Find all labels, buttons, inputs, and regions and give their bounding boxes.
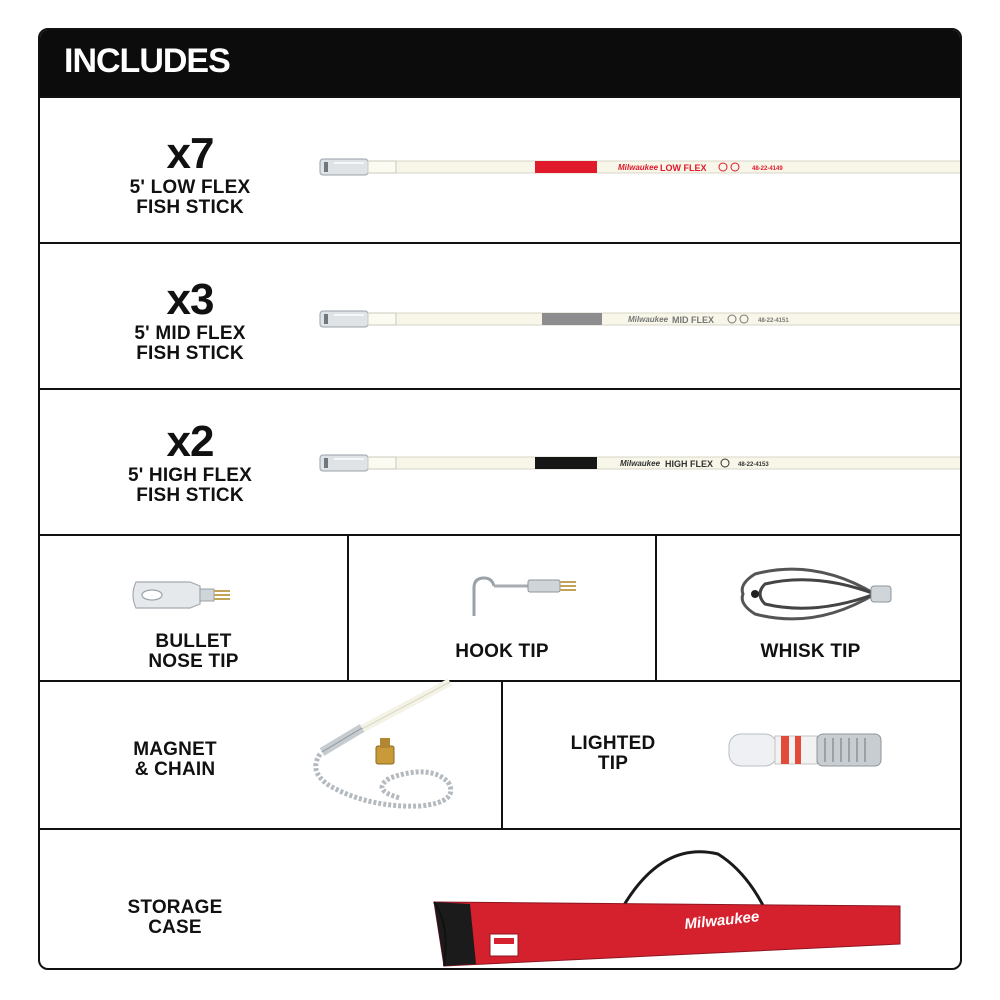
stick-row-mid-flex — [40, 242, 960, 388]
tip-label-line1: WHISK TIP — [760, 641, 861, 662]
storage-case-row — [40, 828, 960, 970]
bullet-nose-tip-icon — [130, 574, 270, 614]
stick-flex-text: HIGH FLEX — [665, 459, 714, 469]
mid-flex-fish-stick-icon — [320, 306, 962, 336]
stick-brand-text: Milwaukee — [628, 315, 669, 324]
magnet-chain-icon — [290, 682, 500, 826]
tips-row — [40, 534, 960, 680]
case-brand-text: Milwaukee — [683, 908, 761, 933]
stick-label-line1: 5' LOW FLEX — [129, 177, 251, 198]
includes-panel — [38, 28, 962, 970]
stick-row-low-flex — [40, 96, 960, 242]
accessories-row — [40, 680, 960, 828]
stick-label-line1: 5' MID FLEX — [134, 323, 246, 344]
stick-count: x3 — [166, 275, 214, 324]
accessory-label-line1: MAGNET — [133, 739, 217, 760]
whisk-tip-icon — [735, 564, 895, 624]
lighted-tip-icon — [725, 726, 895, 776]
stick-flex-text: MID FLEX — [672, 315, 714, 325]
case-label-line1: STORAGE — [127, 897, 223, 918]
storage-case-icon — [430, 844, 962, 970]
stick-label-line2: FISH STICK — [136, 343, 244, 364]
tip-cell-hook — [347, 536, 655, 680]
stick-label-line2: FISH STICK — [136, 485, 244, 506]
stick-count: x2 — [166, 417, 214, 466]
tip-cell-whisk — [655, 536, 962, 680]
accessory-label-line2: TIP — [597, 753, 629, 774]
accessory-label-line2: & CHAIN — [134, 759, 216, 780]
tip-label-line1: BULLET — [155, 631, 232, 652]
accessory-label-line1: LIGHTED — [570, 733, 656, 754]
stick-label-line2: FISH STICK — [136, 197, 244, 218]
tip-cell-bullet-nose — [40, 536, 347, 680]
header-title: INCLUDES — [64, 42, 230, 80]
stick-flex-text: LOW FLEX — [660, 163, 707, 173]
case-label-line2: CASE — [148, 917, 202, 938]
tip-label-line2: NOSE TIP — [148, 651, 239, 672]
stick-part-number: 48-22-4151 — [758, 318, 789, 324]
accessory-cell-magnet-chain — [40, 682, 501, 828]
high-flex-fish-stick-icon — [320, 450, 962, 480]
tip-label-line1: HOOK TIP — [455, 641, 549, 662]
header-bar — [40, 30, 960, 96]
low-flex-fish-stick-icon — [320, 154, 962, 184]
stick-part-number: 48-22-4153 — [738, 462, 769, 468]
hook-tip-icon — [454, 572, 594, 622]
stick-brand-text: Milwaukee — [620, 459, 661, 468]
stick-part-number: 48-22-4149 — [752, 166, 783, 172]
stick-count: x7 — [166, 129, 214, 178]
accessory-cell-lighted-tip — [501, 682, 962, 828]
stick-brand-text: Milwaukee — [618, 163, 659, 172]
stick-row-high-flex — [40, 388, 960, 534]
stick-label-line1: 5' HIGH FLEX — [127, 465, 253, 486]
